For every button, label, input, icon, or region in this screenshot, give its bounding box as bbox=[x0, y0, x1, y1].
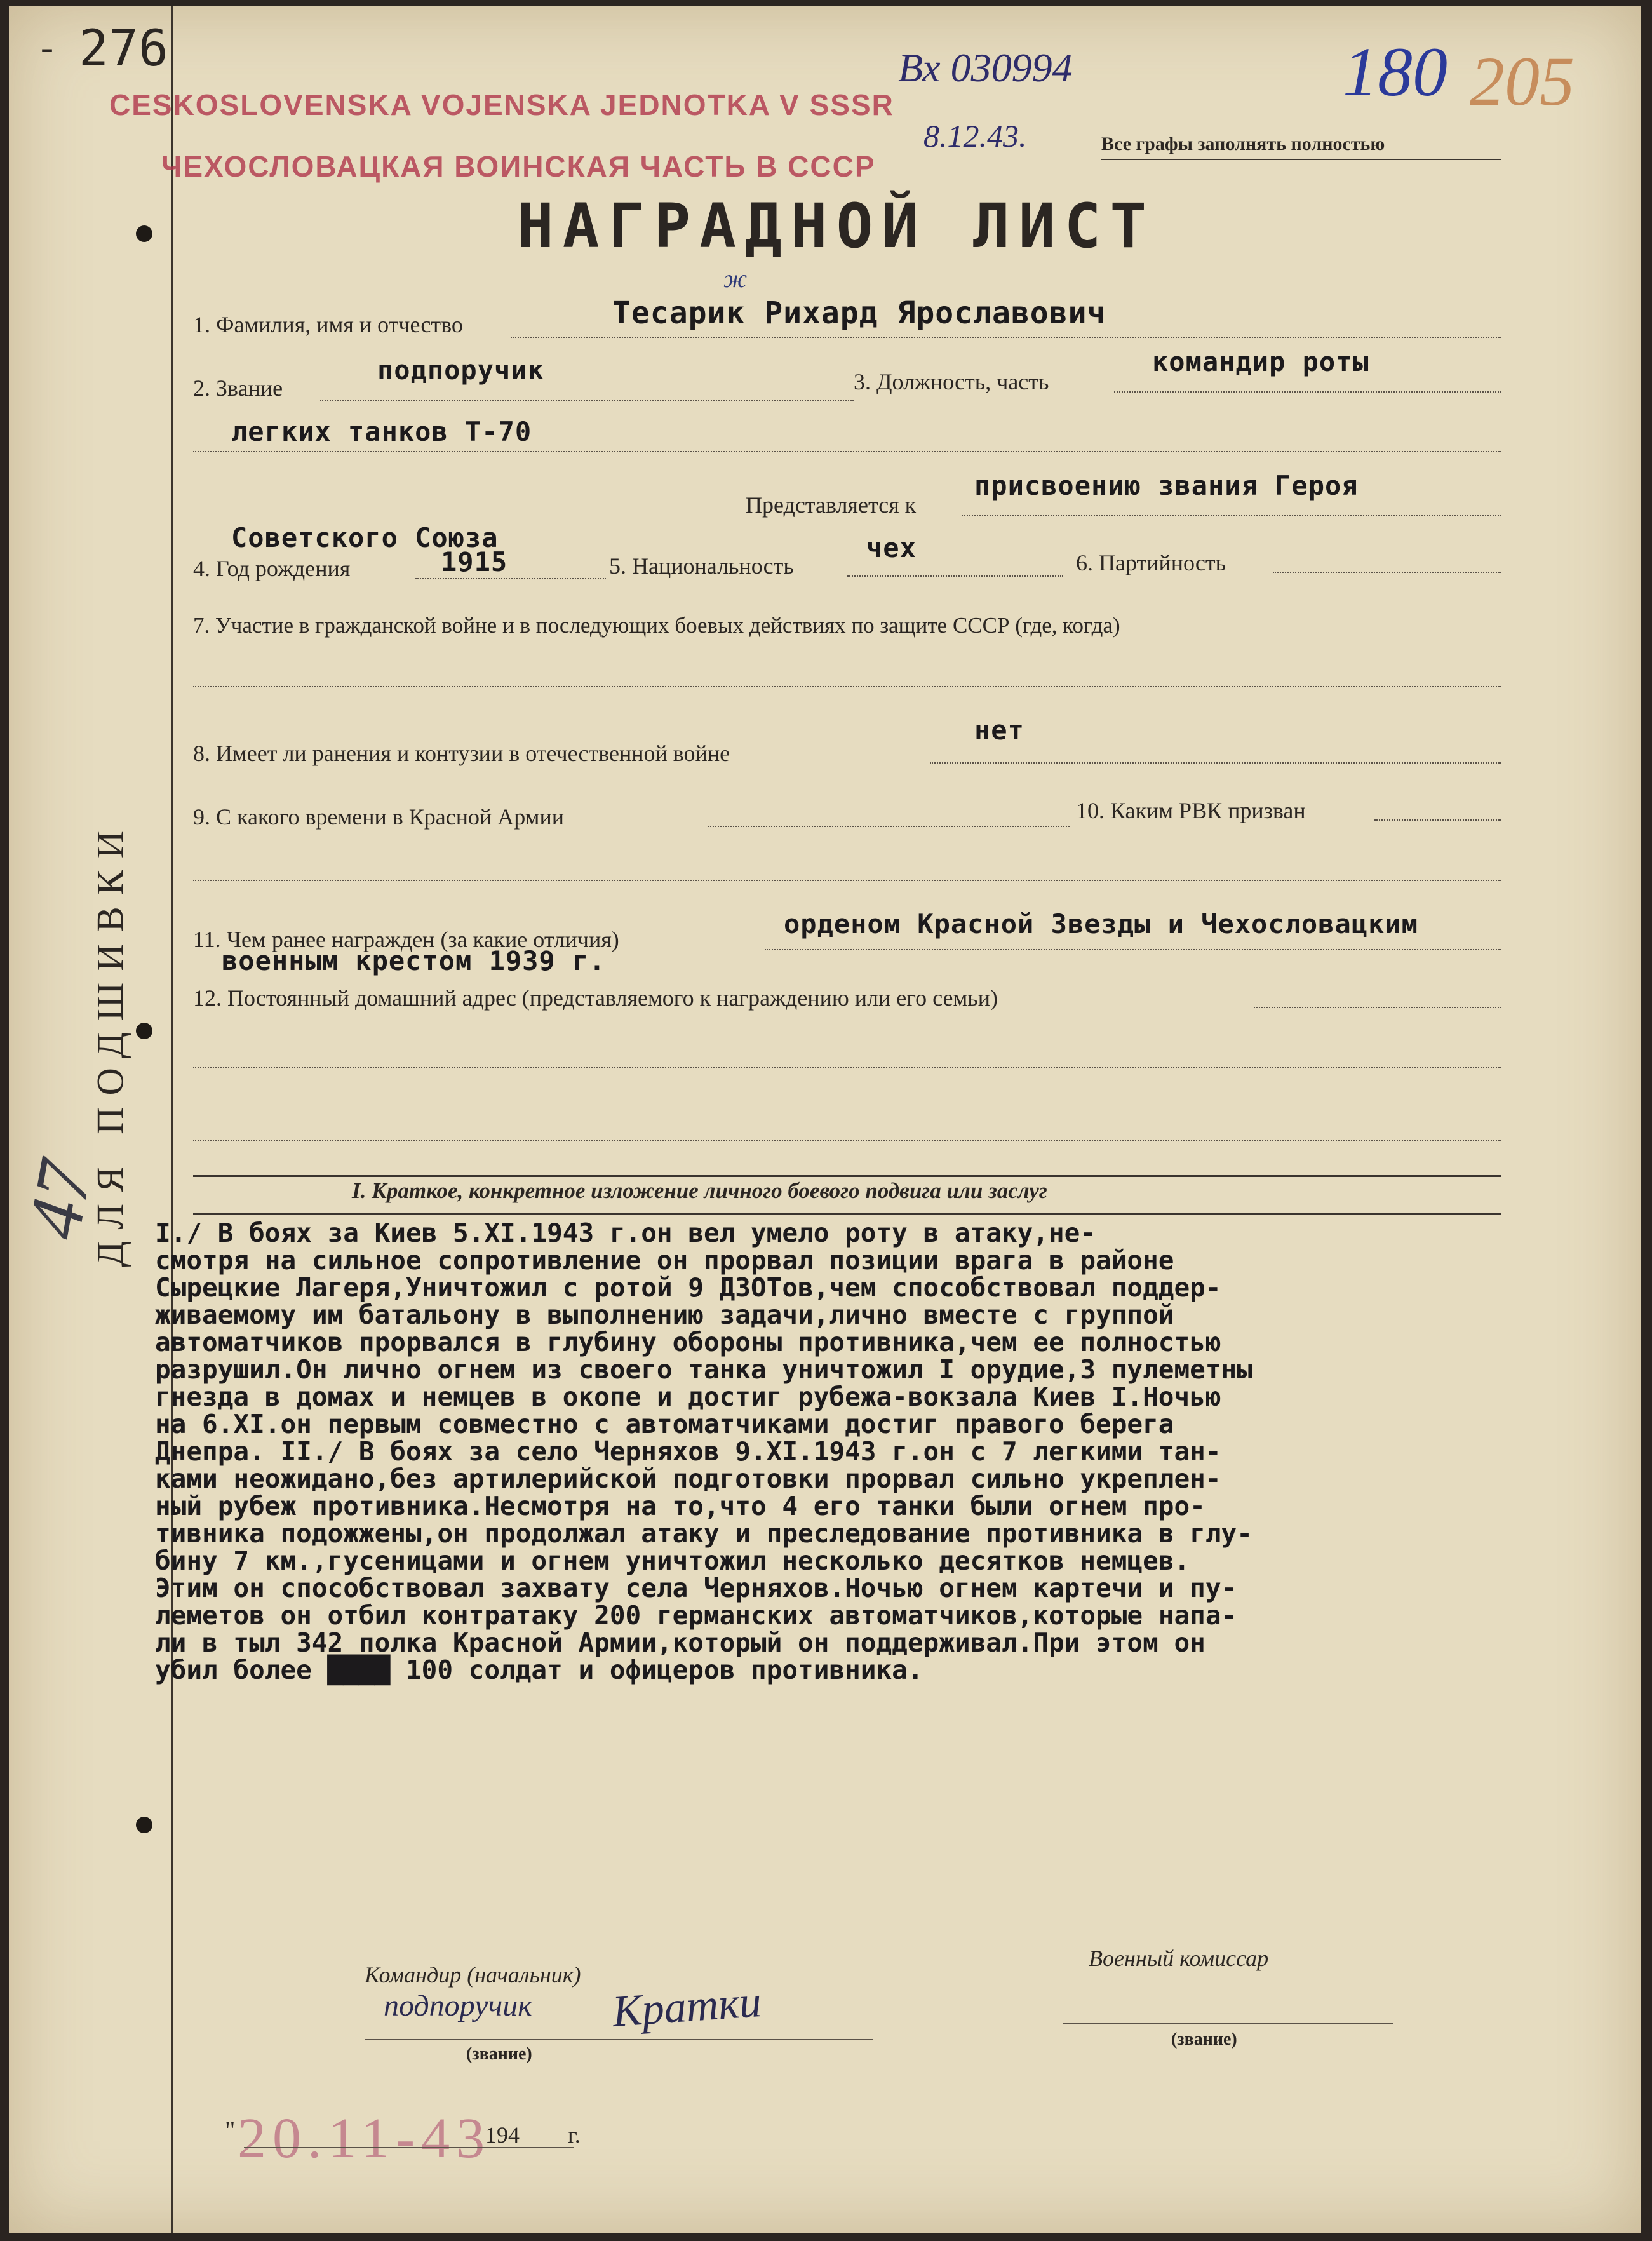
field-9-cont-line bbox=[193, 880, 1501, 881]
feat-line: бину 7 км.,гусеницами и огнем уничтожил несколько десятков немцев. bbox=[155, 1545, 1190, 1576]
presented-label: Представляется к bbox=[746, 492, 917, 518]
field-10-line bbox=[1374, 819, 1501, 821]
field-4-line bbox=[415, 578, 606, 579]
field-2-value: подпоручик bbox=[377, 354, 544, 386]
feat-line: леметов он отбил контратаку 200 германских автоматчиков,которые напа- bbox=[155, 1600, 1237, 1631]
field-10-label: 10. Каким РВК призван bbox=[1076, 798, 1306, 823]
feat-line: автоматчиков прорвался в глубину обороны противника,чем ее полностью bbox=[155, 1327, 1221, 1357]
field-1-label: 1. Фамилия, имя и отчество bbox=[193, 312, 463, 337]
archive-ref: Вх 030994 bbox=[898, 45, 1073, 90]
field-3-value: командир роты bbox=[1152, 346, 1369, 377]
date-line bbox=[244, 2147, 574, 2148]
commander-rank-handwritten: подпоручик bbox=[384, 1989, 532, 2022]
stamp-line-2: ЧЕХОСЛОВАЦКАЯ ВОИНСКАЯ ЧАСТЬ В СССР bbox=[161, 150, 876, 183]
feat-line: ный рубеж противника.Несмотря на то,что 4 его танки были огнем про- bbox=[155, 1491, 1205, 1521]
date-prefix: " bbox=[225, 2116, 236, 2144]
field-11-value: орденом Красной Звезды и Чехословацким bbox=[784, 908, 1418, 939]
field-11-value-cont: военным крестом 1939 г. bbox=[222, 945, 606, 976]
field-12-label: 12. Постоянный домашний адрес (представляемого к награждению или его семьи) bbox=[193, 985, 998, 1011]
field-8-line bbox=[930, 762, 1501, 764]
corner-dash: - bbox=[41, 26, 53, 68]
margin-handwritten-number: 47 bbox=[11, 1155, 108, 1245]
field-4-label: 4. Год рождения bbox=[193, 556, 351, 581]
rank-caption-right: (звание) bbox=[1171, 2029, 1237, 2049]
field-11-line bbox=[765, 949, 1501, 950]
field-5-label: 5. Национальность bbox=[609, 553, 794, 579]
field-6-label: 6. Партийность bbox=[1076, 550, 1226, 575]
archive-date: 8.12.43. bbox=[923, 118, 1027, 154]
feat-line: ками неожидано,без артилерийской подготовки прорвал сильно укреплен- bbox=[155, 1464, 1221, 1494]
field-2-line bbox=[320, 400, 854, 401]
field-9-label: 9. С какого времени в Красной Армии bbox=[193, 804, 564, 830]
punch-hole bbox=[136, 1817, 152, 1833]
field-3-line bbox=[1114, 391, 1501, 393]
feat-description bbox=[155, 1220, 1252, 1684]
commander-rank-line bbox=[365, 2039, 873, 2040]
feat-line: убил более ████ 100 солдат и офицеров противника. bbox=[155, 1655, 923, 1685]
year-suffix: г. bbox=[568, 2122, 581, 2148]
section-heading: I. Краткое, конкретное изложение личного боевого подвига или заслуг bbox=[352, 1178, 1047, 1203]
field-2-label: 2. Звание bbox=[193, 375, 283, 401]
field-1-value: Тесарик Рихард Ярославович bbox=[612, 295, 1106, 331]
page-number-2: 205 bbox=[1470, 43, 1575, 120]
field-8-label: 8. Имеет ли ранения и контузии в отечественной войне bbox=[193, 741, 730, 766]
punch-hole bbox=[136, 225, 152, 242]
commander-label: Командир (начальник) bbox=[365, 1962, 581, 1988]
corner-number: 276 bbox=[79, 20, 168, 77]
field-7-line bbox=[193, 686, 1501, 687]
punch-hole bbox=[136, 1023, 152, 1039]
presented-line bbox=[962, 515, 1501, 516]
date-handwritten: 20.11-43 bbox=[238, 2107, 492, 2170]
field-3-cont-line bbox=[193, 451, 1501, 452]
field-5-line bbox=[847, 575, 1063, 577]
field-6-line bbox=[1273, 572, 1501, 573]
feat-line: Этим он способствовал захвату села Черняхов.Ночью огнем картечи и пу- bbox=[155, 1573, 1237, 1603]
instruction-underline bbox=[1101, 159, 1501, 160]
feat-line: Сырецкие Лагеря,Уничтожил с ротой 9 ДЗОТов,чем способствовал поддер- bbox=[155, 1272, 1221, 1303]
feat-line: гнезда в домах и немцев в окопе и достиг рубежа-вокзала Киев I.Ночью bbox=[155, 1382, 1221, 1412]
feat-line: I./ В боях за Киев 5.XI.1943 г.он вел умело роту в атаку,не- bbox=[155, 1218, 1096, 1248]
field-12-line bbox=[1254, 1007, 1501, 1008]
binding-label: ДЛЯ ПОДШИВКИ bbox=[89, 819, 131, 1267]
field-9-line bbox=[708, 826, 1070, 827]
field-8-value: нет bbox=[974, 715, 1024, 746]
feat-line: ли в тыл 342 полка Красной Армии,который он поддерживал.При этом он bbox=[155, 1627, 1205, 1658]
feat-line: Днепра. II./ В боях за село Черняхов 9.XI.1943 г.он с 7 легкими тан- bbox=[155, 1436, 1221, 1467]
commissar-rank-line bbox=[1063, 2023, 1393, 2024]
field-7-label: 7. Участие в гражданской войне и в последующих боевых действиях по защите СССР (где, когда) bbox=[193, 613, 1120, 638]
presented-value-cont: Советского Союза bbox=[231, 522, 499, 553]
field-4-value: 1915 bbox=[441, 546, 508, 577]
section-heading-rule bbox=[193, 1213, 1501, 1215]
field-3-value-cont: легких танков Т-70 bbox=[231, 416, 532, 447]
margin-line bbox=[171, 6, 173, 2233]
stamp-line-1: CESKOSLOVENSKA VOJENSKA JEDNOTKA V SSSR bbox=[109, 88, 894, 121]
field-1-line bbox=[511, 337, 1501, 338]
award-sheet bbox=[9, 6, 1641, 2233]
feat-line: разрушил.Он лично огнем из своего танка уничтожил I орудие,3 пулеметны bbox=[155, 1354, 1252, 1385]
feat-line: смотря на сильное сопротивление он прорвал позиции врага в районе bbox=[155, 1245, 1174, 1275]
commissar-label: Военный комиссар bbox=[1089, 1946, 1269, 1971]
year-print: 194 bbox=[485, 2122, 520, 2148]
presented-value: присвоению звания Героя bbox=[974, 470, 1359, 501]
field-12-line-3 bbox=[193, 1140, 1501, 1141]
page-title: НАГРАДНОЙ ЛИСТ bbox=[517, 191, 1156, 262]
rank-caption-left: (звание) bbox=[466, 2044, 532, 2064]
page-number-1: 180 bbox=[1343, 33, 1447, 111]
field-12-line-2 bbox=[193, 1067, 1501, 1068]
feat-line: на 6.XI.он первым совместно с автоматчиками достиг правого берега bbox=[155, 1409, 1174, 1439]
commander-signature: Кратки bbox=[610, 1977, 763, 2037]
field-3-label: 3. Должность, часть bbox=[854, 369, 1049, 394]
feat-line: живаемому им батальону в выполнению задачи,лично вместе с группой bbox=[155, 1300, 1174, 1330]
field-5-value: чех bbox=[866, 532, 917, 563]
instruction-text: Все графы заполнять полностью bbox=[1101, 133, 1385, 154]
field-1-correction: ж bbox=[723, 264, 748, 293]
section-top-rule bbox=[193, 1175, 1501, 1177]
field-11-label: 11. Чем ранее награжден (за какие отличия) bbox=[193, 927, 619, 952]
feat-line: тивника подожжены,он продолжал атаку и преследование противника в глу- bbox=[155, 1518, 1252, 1549]
